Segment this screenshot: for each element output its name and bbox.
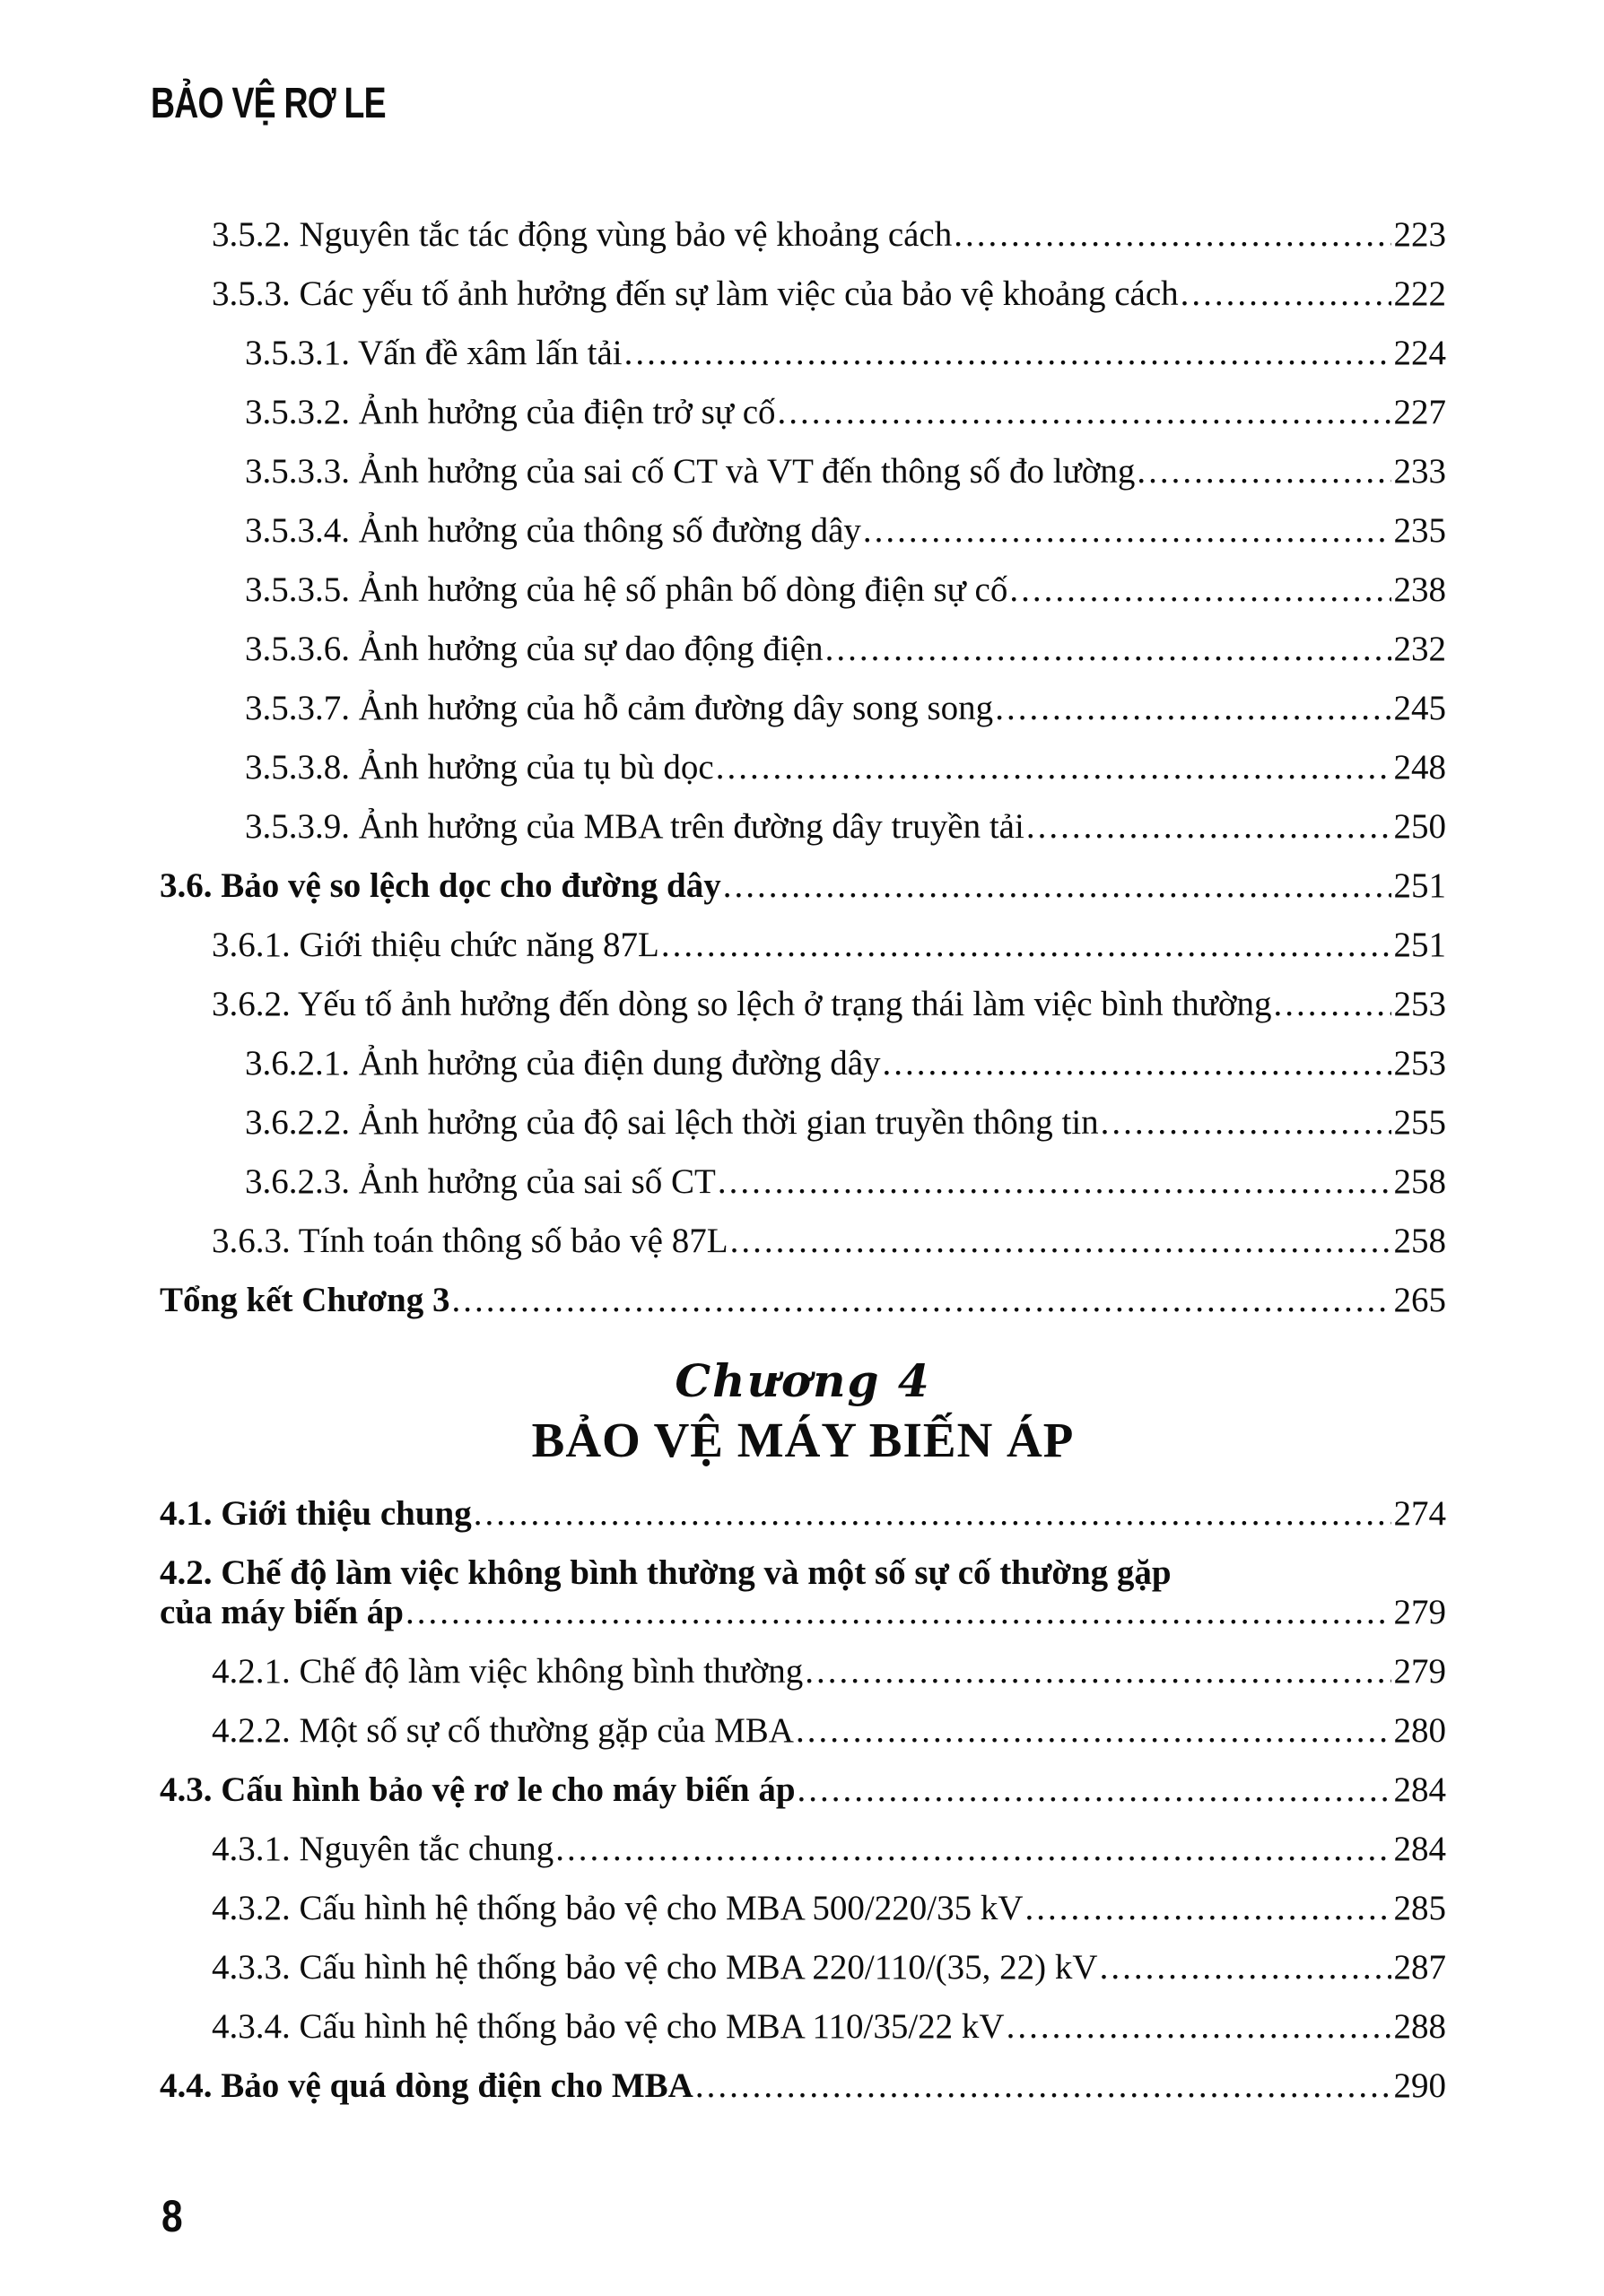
toc-entry — [160, 1281, 1446, 1320]
dot-leader — [954, 215, 1390, 255]
toc-entry — [245, 334, 1446, 373]
dot-leader — [474, 1494, 1391, 1534]
toc-entry-page-number: 238 — [1393, 570, 1446, 609]
toc-entry — [160, 1770, 1446, 1810]
toc-entry-page-number: 251 — [1393, 866, 1446, 905]
dot-leader — [995, 689, 1390, 728]
dot-leader — [796, 1711, 1391, 1751]
chapter-heading — [160, 1352, 1446, 1471]
chapter-title: BẢO VỆ MÁY BIẾN ÁP — [531, 1413, 1075, 1467]
toc-entry-page-number: 223 — [1393, 215, 1446, 254]
toc-entry-title: 3.5.3.9. Ảnh hưởng của MBA trên đường dây truyền tải — [245, 807, 1024, 846]
table-of-contents — [160, 215, 1446, 2126]
dot-leader — [730, 1222, 1391, 1261]
dot-leader — [716, 748, 1391, 787]
toc-entry — [212, 1222, 1446, 1261]
toc-entry-line2 — [160, 1593, 1446, 1632]
toc-entry-page-number: 253 — [1393, 1044, 1446, 1083]
toc-entry-title: 3.5.2. Nguyên tắc tác động vùng bảo vệ khoảng cách — [212, 215, 953, 254]
toc-entry — [160, 2066, 1446, 2106]
toc-entry — [245, 570, 1446, 610]
toc-entry-title: 3.6.1. Giới thiệu chức năng 87L — [212, 926, 659, 964]
toc-entry-title: Tổng kết Chương 3 — [160, 1281, 450, 1319]
dot-leader — [825, 630, 1391, 669]
toc-entry — [212, 1889, 1446, 1928]
toc-entry-page-number: 255 — [1393, 1103, 1446, 1142]
dot-leader — [1181, 274, 1391, 314]
toc-entry-page-number: 280 — [1393, 1711, 1446, 1750]
dot-leader — [451, 1281, 1390, 1320]
toc-entry — [212, 1948, 1446, 1987]
dot-leader — [1025, 1889, 1391, 1928]
toc-entry-page-number: 232 — [1393, 630, 1446, 668]
toc-entry — [245, 511, 1446, 551]
toc-entry-title: 4.3.2. Cấu hình hệ thống bảo vệ cho MBA 500/220/35 kV — [212, 1889, 1024, 1927]
toc-entry-page-number: 251 — [1393, 926, 1446, 964]
toc-entry-page-number: 279 — [1393, 1593, 1446, 1631]
dot-leader — [555, 1830, 1390, 1869]
toc-entry-page-number: 233 — [1393, 452, 1446, 491]
toc-entry — [212, 2007, 1446, 2047]
dot-leader — [695, 2066, 1391, 2106]
toc-entry-title: 3.6. Bảo vệ so lệch dọc cho đường dây — [160, 866, 721, 905]
dot-leader — [624, 334, 1391, 373]
dot-leader — [883, 1044, 1391, 1083]
toc-entry — [245, 1044, 1446, 1083]
toc-entry-page-number: 253 — [1393, 985, 1446, 1023]
toc-entry — [160, 1553, 1446, 1632]
toc-entry-page-number: 250 — [1393, 807, 1446, 846]
toc-entry — [212, 1711, 1446, 1751]
dot-leader — [1273, 985, 1390, 1024]
dot-leader — [1100, 1948, 1391, 1987]
toc-entry — [245, 748, 1446, 787]
toc-entry — [245, 807, 1446, 847]
toc-entry-title: 3.6.2.3. Ảnh hưởng của sai số CT — [245, 1162, 716, 1201]
dot-leader — [798, 1770, 1391, 1810]
toc-entry-title: 3.5.3.8. Ảnh hưởng của tụ bù dọc — [245, 748, 714, 787]
dot-leader — [805, 1652, 1390, 1692]
toc-entry-page-number: 245 — [1393, 689, 1446, 727]
toc-entry-title-continuation: của máy biến áp — [160, 1593, 404, 1631]
toc-entry-title: 3.6.3. Tính toán thông số bảo vệ 87L — [212, 1222, 728, 1260]
dot-leader — [723, 866, 1391, 906]
toc-entry-page-number: 279 — [1393, 1652, 1446, 1691]
dot-leader — [1101, 1103, 1391, 1143]
toc-entry — [160, 1494, 1446, 1534]
dot-leader — [1009, 570, 1390, 610]
toc-entry-title: 3.6.2.1. Ảnh hưởng của điện dung đường dây — [245, 1044, 881, 1083]
dot-leader — [661, 926, 1391, 965]
toc-entry — [245, 393, 1446, 432]
toc-entry-title: 4.2.1. Chế độ làm việc không bình thường — [212, 1652, 804, 1691]
toc-section-chapter4 — [160, 1494, 1446, 2106]
toc-entry-title: 4.4. Bảo vệ quá dòng điện cho MBA — [160, 2066, 693, 2105]
toc-entry — [245, 630, 1446, 669]
toc-entry-page-number: 285 — [1393, 1889, 1446, 1927]
toc-entry-page-number: 248 — [1393, 748, 1446, 787]
page-number: 8 — [161, 2191, 183, 2241]
dot-leader — [405, 1593, 1391, 1632]
toc-entry — [212, 985, 1446, 1024]
toc-entry-title: 4.3.3. Cấu hình hệ thống bảo vệ cho MBA 220/110/(35, 22) kV — [212, 1948, 1098, 1987]
toc-entry-page-number: 258 — [1393, 1222, 1446, 1260]
toc-entry-title: 4.3. Cấu hình bảo vệ rơ le cho máy biến áp — [160, 1770, 796, 1809]
toc-entry-page-number: 227 — [1393, 393, 1446, 431]
toc-entry-page-number: 235 — [1393, 511, 1446, 550]
toc-section-chapter3 — [160, 215, 1446, 1320]
toc-entry — [245, 1103, 1446, 1143]
toc-entry-page-number: 274 — [1393, 1494, 1446, 1533]
toc-entry-page-number: 222 — [1393, 274, 1446, 313]
chapter-number-script: Chương 4 — [675, 1354, 931, 1407]
toc-entry-title: 3.5.3.6. Ảnh hưởng của sự dao động điện — [245, 630, 824, 668]
toc-entry-page-number: 258 — [1393, 1162, 1446, 1201]
toc-entry — [160, 866, 1446, 906]
toc-entry-page-number: 288 — [1393, 2007, 1446, 2046]
toc-entry-title: 4.2.2. Một số sự cố thường gặp của MBA — [212, 1711, 794, 1750]
toc-entry-page-number: 284 — [1393, 1830, 1446, 1868]
dot-leader — [1026, 807, 1391, 847]
toc-entry-title: 3.5.3.5. Ảnh hưởng của hệ số phân bố dòng điện sự cố — [245, 570, 1008, 609]
toc-entry-title: 3.5.3.4. Ảnh hưởng của thông số đường dây — [245, 511, 861, 550]
toc-entry-title: 4.2. Chế độ làm việc không bình thường và một số sự cố thường gặp — [160, 1553, 1172, 1592]
toc-entry-page-number: 224 — [1393, 334, 1446, 372]
toc-entry-page-number: 284 — [1393, 1770, 1446, 1809]
toc-entry — [212, 215, 1446, 255]
dot-leader — [1137, 452, 1390, 491]
toc-entry-title: 3.6.2. Yếu tố ảnh hưởng đến dòng so lệch ở trạng thái làm việc bình thường — [212, 985, 1272, 1023]
book-running-header: BẢO VỆ RƠ LE — [151, 80, 386, 127]
toc-entry-page-number: 287 — [1393, 1948, 1446, 1987]
toc-entry-title: 3.6.2.2. Ảnh hưởng của độ sai lệch thời gian truyền thông tin — [245, 1103, 1099, 1142]
toc-entry — [245, 689, 1446, 728]
dot-leader — [863, 511, 1391, 551]
toc-entry — [245, 452, 1446, 491]
toc-entry-page-number: 290 — [1393, 2066, 1446, 2105]
toc-entry-title: 3.5.3.7. Ảnh hưởng của hỗ cảm đường dây song song — [245, 689, 994, 727]
dot-leader — [1007, 2007, 1391, 2047]
dot-leader — [718, 1162, 1391, 1202]
toc-entry-page-number: 265 — [1393, 1281, 1446, 1319]
toc-entry-title: 4.1. Giới thiệu chung — [160, 1494, 472, 1533]
toc-entry — [212, 926, 1446, 965]
toc-entry — [212, 1652, 1446, 1692]
toc-entry-title: 3.5.3.3. Ảnh hưởng của sai cố CT và VT đến thông số đo lường — [245, 452, 1136, 491]
toc-entry-title: 3.5.3.2. Ảnh hưởng của điện trở sự cố — [245, 393, 776, 431]
toc-entry — [245, 1162, 1446, 1202]
toc-entry — [212, 274, 1446, 314]
toc-entry-title: 4.3.4. Cấu hình hệ thống bảo vệ cho MBA 110/35/22 kV — [212, 2007, 1005, 2046]
toc-entry-title: 3.5.3.1. Vấn đề xâm lấn tải — [245, 334, 623, 372]
toc-entry — [212, 1830, 1446, 1869]
toc-entry-title: 4.3.1. Nguyên tắc chung — [212, 1830, 554, 1868]
dot-leader — [778, 393, 1391, 432]
toc-entry-title: 3.5.3. Các yếu tố ảnh hưởng đến sự làm việc của bảo vệ khoảng cách — [212, 274, 1179, 313]
